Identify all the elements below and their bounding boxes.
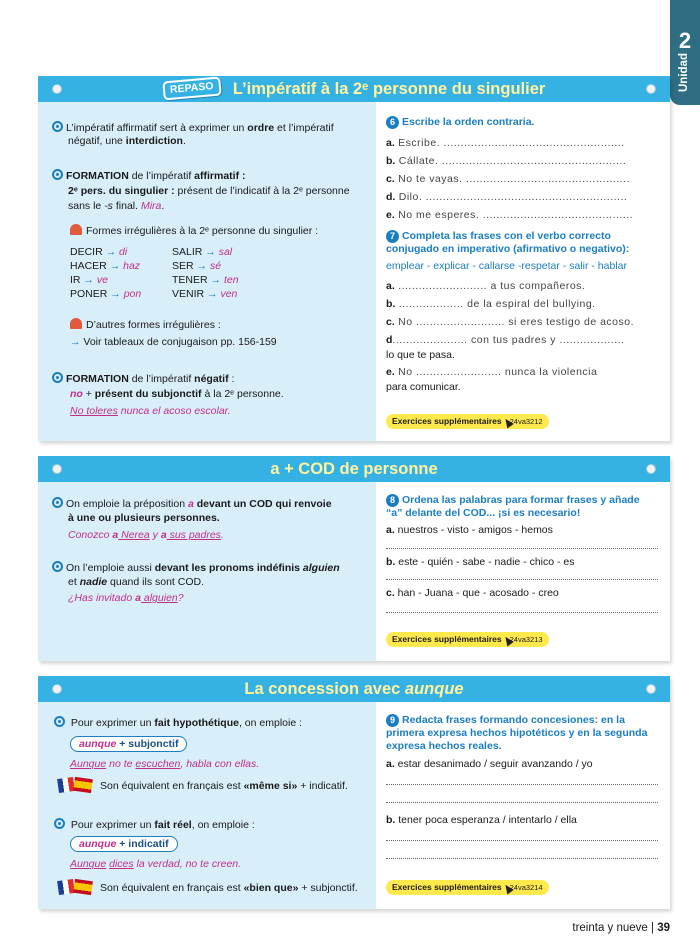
section-header: [38, 76, 670, 102]
exercise-number: 7: [386, 230, 399, 243]
exercise-code: 24va3214: [509, 883, 543, 892]
exercise-item-cont: lo que te pasa.: [386, 349, 455, 361]
irregular-item: TENER → ten: [172, 274, 239, 286]
bullet-icon: [54, 716, 65, 727]
page-footer: treinta y nueve | 39: [572, 922, 670, 934]
exercise-7-title-cont: conjugado en imperativo (afirmativo o negativo):: [386, 243, 630, 255]
exercise-8-title-cont: “a” delante del COD... ¡si es necesario!: [386, 507, 581, 519]
supplementary-exercises-link[interactable]: Exercices supplémentaires 24va3212: [386, 414, 549, 429]
rule-paragraph-cont: à une ou plusieurs personnes.: [68, 512, 220, 524]
section-title: L’impératif à la 2ᵉ personne du singulier: [232, 80, 546, 98]
supplementary-exercises-link[interactable]: Exercices supplémentaires 24va3213: [386, 632, 549, 647]
irregular-title: Formes irrégulières à la 2ᵉ personne du singulier :: [70, 224, 318, 237]
exercise-item-cont: para comunicar.: [386, 381, 461, 393]
irregular-item: DECIR → di: [70, 246, 128, 258]
bullet-icon: [52, 561, 63, 572]
exercise-9-title-cont: primera expresa hechos hipotéticos y en la segunda: [386, 727, 648, 739]
exercise-9-title-cont: expresa hechos reales.: [386, 740, 502, 752]
answer-line[interactable]: [386, 858, 658, 859]
exercise-item[interactable]: c. No .......................... si eres testigo de acoso.: [386, 316, 635, 328]
section-header: [38, 676, 670, 702]
irregular-item: SER → sé: [172, 260, 222, 272]
answer-line[interactable]: [386, 784, 658, 785]
section-body: [38, 482, 670, 661]
exercise-item[interactable]: a. Escribe. .....................................................: [386, 137, 625, 149]
rule-paragraph: On emploie la préposition a devant un COD qui renvoie: [52, 497, 332, 510]
example-sentence: ¿Has invitado a alguien?: [68, 592, 184, 604]
example-sentence: Aunque no te escuchen, habla con ellas.: [70, 758, 260, 770]
irregular-item: VENIR → ven: [172, 288, 238, 300]
binder-hole-icon: [646, 684, 656, 694]
supplementary-exercises-link[interactable]: Exercices supplémentaires 24va3214: [386, 880, 549, 895]
section-header: [38, 456, 670, 482]
irregular-item: PONER → pon: [70, 288, 142, 300]
exercise-item: b. este - quién - sabe - nadie - chico - es: [386, 556, 575, 568]
exercise-item: a. estar desanimado / seguir avanzando / yo: [386, 758, 593, 770]
exercise-item: b. tener poca esperanza / intentarlo / ella: [386, 814, 577, 826]
negative-formation-heading: FORMATION de l’impératif négatif :: [52, 372, 234, 385]
exercise-9-title: 9 Redacta frases formando concesiones: en la: [386, 714, 625, 727]
formation-rule: 2ᵉ pers. du singulier : présent de l’indicatif à la 2ᵉ personne: [68, 185, 350, 197]
exercise-item[interactable]: b. ................... de la espiral del bullying.: [386, 298, 596, 310]
exercise-number: 6: [386, 116, 399, 129]
example-sentence: Aunque dices la verdad, no te creen.: [70, 858, 242, 870]
exercise-6-title: 6 Escribe la orden contraria.: [386, 116, 534, 129]
exercise-number: 9: [386, 714, 399, 727]
rule-paragraph: Pour exprimer un fait hypothétique, on emploie :: [54, 716, 302, 729]
exercise-code: 24va3213: [509, 635, 543, 644]
section-title: a + COD de personne: [270, 460, 438, 478]
exercise-7-title: 7 Completa las frases con el verbo correcto: [386, 230, 611, 243]
page-number-words: treinta y nueve: [572, 922, 648, 934]
answer-line[interactable]: [386, 579, 658, 580]
exercise-item: a. nuestros - visto - amigos - hemos: [386, 524, 553, 536]
section-body: [38, 702, 670, 909]
section-cod: [38, 456, 670, 661]
word-bank: emplear - explicar - callarse -respetar - salir - hablar: [386, 260, 627, 272]
binder-hole-icon: [52, 684, 62, 694]
arrow-icon: →: [70, 336, 81, 348]
rule-paragraph-cont: négatif, une interdiction.: [68, 135, 186, 147]
exercise-item[interactable]: d. Dilo. ...........................................................: [386, 191, 628, 203]
bullet-icon: [52, 169, 63, 180]
unit-side-tab: [670, 0, 700, 105]
answer-line[interactable]: [386, 802, 658, 803]
irregular-item: HACER → haz: [70, 260, 141, 272]
section-body: [38, 102, 670, 441]
page-number: 39: [657, 922, 670, 934]
exercise-item[interactable]: a. .......................... a tus compañeros.: [386, 280, 586, 292]
exercise-8-title: 8 Ordena las palabras para formar frases y añade: [386, 494, 640, 507]
irregular-item: IR → ve: [70, 274, 108, 286]
exercise-column: [376, 102, 670, 441]
formation-rule-cont: sans le -s final. Mira.: [68, 200, 165, 212]
other-forms-title: D’autres formes irrégulières :: [70, 318, 221, 331]
conjugation-tables-link[interactable]: → Voir tableaux de conjugaison pp. 156-159: [70, 336, 277, 348]
repaso-badge: REPASO: [162, 77, 221, 101]
exercise-column: [376, 482, 670, 661]
formula-pill: aunque + indicatif: [70, 836, 178, 852]
example-sentence: Conozco a Nerea y a sus padres.: [68, 529, 224, 541]
unit-number: 2: [678, 28, 692, 53]
rule-paragraph: Pour exprimer un fait réel, on emploie :: [54, 818, 255, 831]
binder-hole-icon: [52, 464, 62, 474]
exercise-item[interactable]: e. No me esperes. ............................................: [386, 209, 634, 221]
exercise-item[interactable]: b. Cállate. ......................................................: [386, 155, 627, 167]
rule-column: [38, 482, 376, 661]
answer-line[interactable]: [386, 612, 658, 613]
exercise-code: 24va3212: [509, 417, 543, 426]
rule-paragraph: On l’emploie aussi devant les pronoms indéfinis alguien: [52, 561, 340, 574]
formula-pill: aunque + subjonctif: [70, 736, 187, 752]
rule-column: [38, 102, 376, 441]
binder-hole-icon: [646, 464, 656, 474]
exercise-item[interactable]: e. No ......................... nunca la violencia: [386, 366, 598, 378]
exercise-number: 8: [386, 494, 399, 507]
binder-hole-icon: [52, 84, 62, 94]
negative-formation-rule: no + présent du subjonctif à la 2ᵉ personne.: [70, 388, 284, 400]
alarm-icon: [70, 224, 82, 235]
exercise-item[interactable]: d...................... con tus padres y ...................: [386, 334, 625, 346]
section-imperatif: [38, 76, 670, 441]
unit-label: Unidad: [678, 53, 690, 92]
negative-example: No toleres nunca el acoso escolar.: [70, 405, 231, 417]
fr-es-flags-icon: [58, 880, 94, 894]
french-equivalent: Son équivalent en français est «bien que» + subjonctif.: [58, 880, 358, 894]
answer-line[interactable]: [386, 548, 658, 549]
section-title: La concession avec aunque: [244, 680, 464, 698]
bullet-icon: [52, 497, 63, 508]
exercise-item: c. han - Juana - que - acosado - creo: [386, 587, 559, 599]
rule-paragraph-cont: et nadie quand ils sont COD.: [68, 576, 205, 588]
fr-es-flags-icon: [58, 778, 94, 792]
exercise-column: [376, 702, 670, 909]
french-equivalent: Son équivalent en français est «même si» + indicatif.: [58, 778, 348, 792]
binder-hole-icon: [646, 84, 656, 94]
bullet-icon: [52, 121, 63, 132]
rule-paragraph: L’impératif affirmatif sert à exprimer un ordre et l’impératif: [52, 121, 334, 134]
formation-heading: FORMATION de l’impératif affirmatif :: [52, 169, 246, 182]
section-concession: [38, 676, 670, 909]
alarm-icon: [70, 318, 82, 329]
irregular-item: SALIR → sal: [172, 246, 233, 258]
irregular-table: [70, 246, 270, 306]
bullet-icon: [54, 818, 65, 829]
exercise-item[interactable]: c. No te vayas. ................................................: [386, 173, 630, 185]
rule-column: [38, 702, 376, 909]
bullet-icon: [52, 372, 63, 383]
answer-line[interactable]: [386, 840, 658, 841]
